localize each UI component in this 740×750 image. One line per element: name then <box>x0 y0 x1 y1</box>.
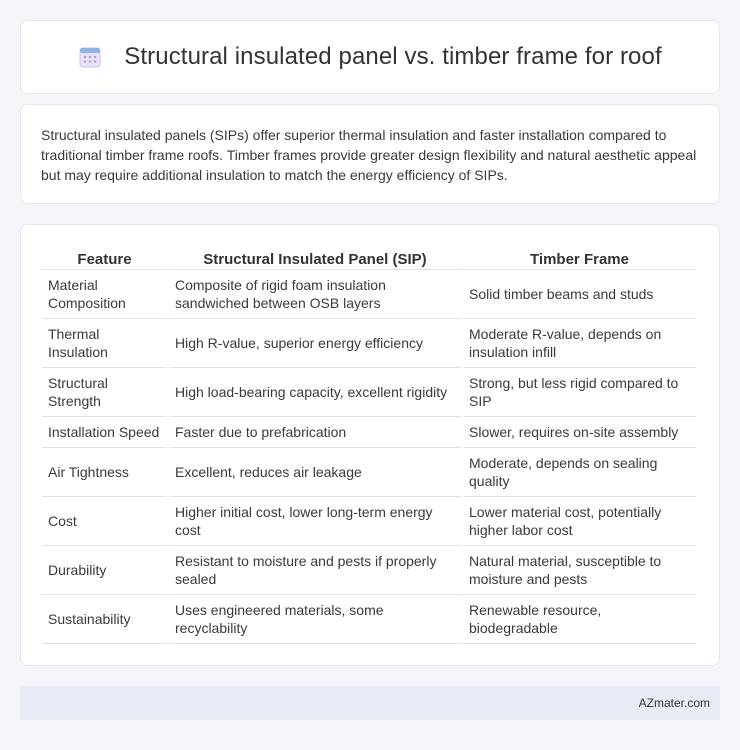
sip-cell: Faster due to prefabrication <box>169 417 461 448</box>
column-header-timber: Timber Frame <box>463 246 696 270</box>
comparison-table <box>40 246 698 644</box>
table-row <box>42 546 696 595</box>
timber-cell: Renewable resource, biodegradable <box>463 595 696 644</box>
table-row <box>42 368 696 417</box>
sip-cell: Excellent, reduces air leakage <box>169 448 461 497</box>
timber-cell: Lower material cost, potentially higher labor cost <box>463 497 696 546</box>
timber-cell: Moderate R-value, depends on insulation infill <box>463 319 696 368</box>
table-row <box>42 595 696 644</box>
sip-cell: Composite of rigid foam insulation sandwiched between OSB layers <box>169 270 461 319</box>
feature-cell: Thermal Insulation <box>42 319 167 368</box>
calendar-icon <box>78 45 102 69</box>
footer <box>20 686 720 720</box>
timber-cell: Moderate, depends on sealing quality <box>463 448 696 497</box>
timber-cell: Natural material, susceptible to moisture and pests <box>463 546 696 595</box>
timber-cell: Strong, but less rigid compared to SIP <box>463 368 696 417</box>
table-row <box>42 448 696 497</box>
feature-cell: Air Tightness <box>42 448 167 497</box>
feature-cell: Installation Speed <box>42 417 167 448</box>
feature-cell: Structural Strength <box>42 368 167 417</box>
title-card <box>20 20 720 94</box>
table-row <box>42 270 696 319</box>
page-title: Structural insulated panel vs. timber frame for roof <box>124 43 662 70</box>
column-header-sip: Structural Insulated Panel (SIP) <box>169 246 461 270</box>
timber-cell: Slower, requires on-site assembly <box>463 417 696 448</box>
comparison-table-card <box>20 224 720 666</box>
summary-text: Structural insulated panels (SIPs) offer superior thermal insulation and faster installation compared to traditional timber frame roofs. Timber frames provide greater design flexibility and natural aesthetic appeal but may require additional insulation to match the energy efficiency of SIPs. <box>41 127 697 183</box>
sip-cell: High load-bearing capacity, excellent rigidity <box>169 368 461 417</box>
feature-cell: Durability <box>42 546 167 595</box>
sip-cell: Uses engineered materials, some recyclability <box>169 595 461 644</box>
sip-cell: High R-value, superior energy efficiency <box>169 319 461 368</box>
table-row <box>42 497 696 546</box>
summary-card <box>20 104 720 204</box>
footer-brand[interactable]: AZmater.com <box>638 696 710 710</box>
feature-cell: Material Composition <box>42 270 167 319</box>
sip-cell: Resistant to moisture and pests if properly sealed <box>169 546 461 595</box>
sip-cell: Higher initial cost, lower long-term energy cost <box>169 497 461 546</box>
table-row <box>42 417 696 448</box>
feature-cell: Sustainability <box>42 595 167 644</box>
table-row <box>42 319 696 368</box>
feature-cell: Cost <box>42 497 167 546</box>
timber-cell: Solid timber beams and studs <box>463 270 696 319</box>
column-header-feature: Feature <box>42 246 167 270</box>
table-header-row <box>42 246 696 270</box>
